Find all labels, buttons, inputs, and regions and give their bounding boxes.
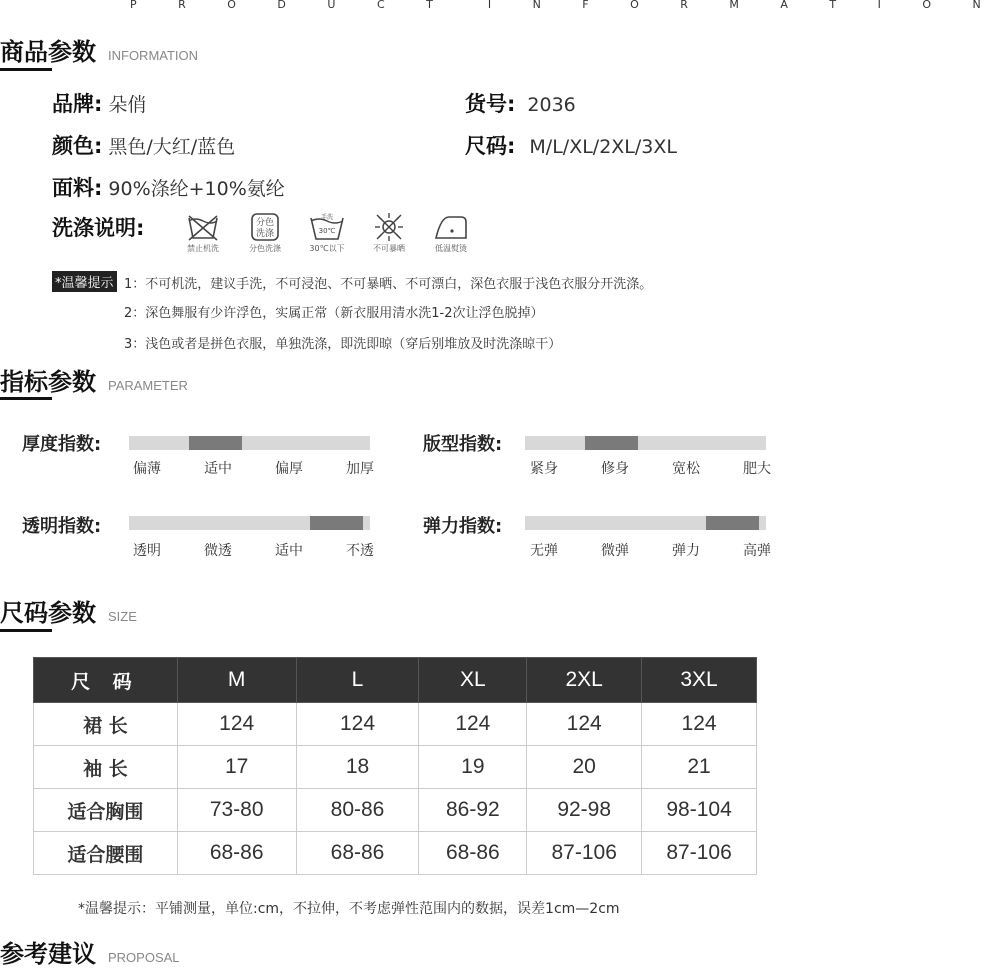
section-title-en: INFORMATION xyxy=(108,48,199,63)
index-highlight xyxy=(706,516,759,530)
index-tick: 适中 xyxy=(275,543,303,559)
section-title-cn: 商品参数 xyxy=(0,38,96,66)
index-tick: 微弹 xyxy=(601,543,629,559)
index-label-fit: 版型指数: xyxy=(423,434,503,455)
size-header-cell: 2XL xyxy=(527,658,642,703)
table-row xyxy=(34,703,757,746)
index-tick: 透明 xyxy=(133,543,161,559)
wash-icon-text: 30℃ xyxy=(318,227,336,235)
size-header-cell: XL xyxy=(419,658,527,703)
low-iron xyxy=(420,212,482,254)
section-title-proposal xyxy=(0,934,180,969)
no-sun xyxy=(358,212,420,254)
size-cell: 68-86 xyxy=(296,832,419,875)
index-tick: 肥大 xyxy=(743,461,771,477)
info-size xyxy=(465,130,677,160)
size-cell: 18 xyxy=(296,746,419,789)
tip-badge: *温馨提示 xyxy=(52,271,117,292)
section-title-size xyxy=(0,593,137,628)
info-value: M/L/XL/2XL/3XL xyxy=(529,136,677,158)
table-row xyxy=(34,789,757,832)
size-cell: 124 xyxy=(177,703,296,746)
size-cell: 19 xyxy=(419,746,527,789)
size-cell: 92-98 xyxy=(527,789,642,832)
size-cell: 68-86 xyxy=(177,832,296,875)
no-machine-wash-icon xyxy=(185,212,221,242)
size-cell: 124 xyxy=(419,703,527,746)
product-information-banner xyxy=(130,0,1000,11)
index-label-thickness: 厚度指数: xyxy=(22,434,102,455)
section-underline xyxy=(0,397,52,400)
index-tick: 紧身 xyxy=(530,461,558,477)
info-item-no xyxy=(465,88,576,118)
size-cell: 17 xyxy=(177,746,296,789)
wash-icon-text: 洗涤 xyxy=(255,229,275,239)
index-tick: 修身 xyxy=(601,461,629,477)
wash-caption: 禁止机洗 xyxy=(187,244,219,253)
index-highlight xyxy=(310,516,363,530)
wash-caption: 分色洗涤 xyxy=(249,244,281,253)
table-row xyxy=(34,832,757,875)
index-bar-transparency xyxy=(129,516,370,530)
size-table xyxy=(33,657,757,875)
info-color xyxy=(52,130,235,160)
index-label-transparency: 透明指数: xyxy=(22,516,102,537)
index-tick: 宽松 xyxy=(672,461,700,477)
info-brand xyxy=(52,88,146,118)
index-tick: 不透 xyxy=(346,543,374,559)
index-label-elasticity: 弹力指数: xyxy=(423,516,503,537)
wash-icon-text: 手洗 xyxy=(320,214,334,221)
hand-wash-30 xyxy=(296,212,358,254)
wash-caption: 不可暴晒 xyxy=(373,244,405,253)
section-underline xyxy=(0,68,52,71)
info-value: 2036 xyxy=(527,94,576,116)
section-title-product xyxy=(0,32,198,67)
index-tick: 偏厚 xyxy=(275,461,303,477)
wash-caption: 低温熨烫 xyxy=(435,244,467,253)
banner-information-word: I N F O R M A T I O N xyxy=(487,0,1000,11)
section-underline xyxy=(0,629,52,632)
no-machine-wash xyxy=(172,212,234,254)
tip-line-1: 1：不可机洗，建议手洗，不可浸泡、不可暴晒、不可漂白，深色衣服于浅色衣服分开洗涤。 xyxy=(124,277,653,292)
size-cell: 80-86 xyxy=(296,789,419,832)
index-tick: 偏薄 xyxy=(133,461,161,477)
section-title-cn: 尺码参数 xyxy=(0,599,96,627)
no-sun-icon xyxy=(371,212,407,242)
index-tick: 适中 xyxy=(204,461,232,477)
banner-product-word: P R O D U C T xyxy=(130,0,452,11)
section-title-en: SIZE xyxy=(108,609,137,624)
index-tick: 高弹 xyxy=(743,543,771,559)
info-label: 货号: xyxy=(465,92,516,116)
index-bar-thickness xyxy=(129,436,370,450)
size-row-label: 适合腰围 xyxy=(34,832,178,875)
low-iron-icon xyxy=(433,212,469,242)
section-title-cn: 指标参数 xyxy=(0,368,96,396)
size-row-label: 适合胸围 xyxy=(34,789,178,832)
size-cell: 87-106 xyxy=(642,832,757,875)
index-tick: 无弹 xyxy=(530,543,558,559)
size-cell: 124 xyxy=(642,703,757,746)
info-value: 黑色/大红/蓝色 xyxy=(108,136,236,158)
wash-icons xyxy=(172,212,482,254)
index-ticks-transparency xyxy=(133,540,374,560)
wash-label: 洗涤说明: xyxy=(52,216,145,240)
index-tick: 弹力 xyxy=(672,543,700,559)
size-header-cell: 3XL xyxy=(642,658,757,703)
info-label: 面料: xyxy=(52,176,103,200)
index-ticks-elasticity xyxy=(530,540,771,560)
size-cell: 20 xyxy=(527,746,642,789)
section-title-cn: 参考建议 xyxy=(0,940,96,968)
size-row-label: 袖 长 xyxy=(34,746,178,789)
separate-wash-icon xyxy=(247,212,283,242)
size-cell: 73-80 xyxy=(177,789,296,832)
size-cell: 124 xyxy=(527,703,642,746)
info-label: 品牌: xyxy=(52,92,103,116)
size-header-cell: 尺 码 xyxy=(34,658,178,703)
info-value: 朵俏 xyxy=(108,94,147,116)
size-cell: 86-92 xyxy=(419,789,527,832)
tip-line-2: 2：深色舞服有少许浮色，实属正常（新衣服用清水洗1-2次让浮色脱掉） xyxy=(124,306,544,321)
size-header-cell: L xyxy=(296,658,419,703)
size-cell: 21 xyxy=(642,746,757,789)
size-header-cell: M xyxy=(177,658,296,703)
table-row xyxy=(34,746,757,789)
wash-icon-text: 分色 xyxy=(255,218,275,228)
index-highlight xyxy=(585,436,638,450)
size-cell: 124 xyxy=(296,703,419,746)
info-label: 尺码: xyxy=(465,134,516,158)
section-title-en: PROPOSAL xyxy=(108,950,180,965)
info-value: 90%涤纶+10%氨纶 xyxy=(108,178,285,200)
index-bar-elasticity xyxy=(525,516,766,530)
index-tick: 微透 xyxy=(204,543,232,559)
section-title-parameter xyxy=(0,362,188,397)
wash-caption: 30℃以下 xyxy=(309,244,345,253)
index-ticks-fit xyxy=(530,458,771,478)
index-highlight xyxy=(189,436,242,450)
size-table-header xyxy=(34,658,757,703)
info-label: 颜色: xyxy=(52,134,103,158)
size-note: *温馨提示：平铺测量，单位:cm，不拉伸，不考虑弹性范围内的数据，误差1cm—2cm xyxy=(78,901,620,917)
size-row-label: 裙 长 xyxy=(34,703,178,746)
separate-wash xyxy=(234,212,296,254)
size-cell: 68-86 xyxy=(419,832,527,875)
index-bar-fit xyxy=(525,436,766,450)
info-fabric xyxy=(52,172,285,202)
index-ticks-thickness xyxy=(133,458,374,478)
section-title-en: PARAMETER xyxy=(108,378,188,393)
tip-line-3: 3：浅色或者是拼色衣服，单独洗涤，即洗即晾（穿后别堆放及时洗涤晾干） xyxy=(124,337,562,352)
size-cell: 98-104 xyxy=(642,789,757,832)
index-tick: 加厚 xyxy=(346,461,374,477)
size-cell: 87-106 xyxy=(527,832,642,875)
hand-wash-30-icon xyxy=(309,212,345,242)
